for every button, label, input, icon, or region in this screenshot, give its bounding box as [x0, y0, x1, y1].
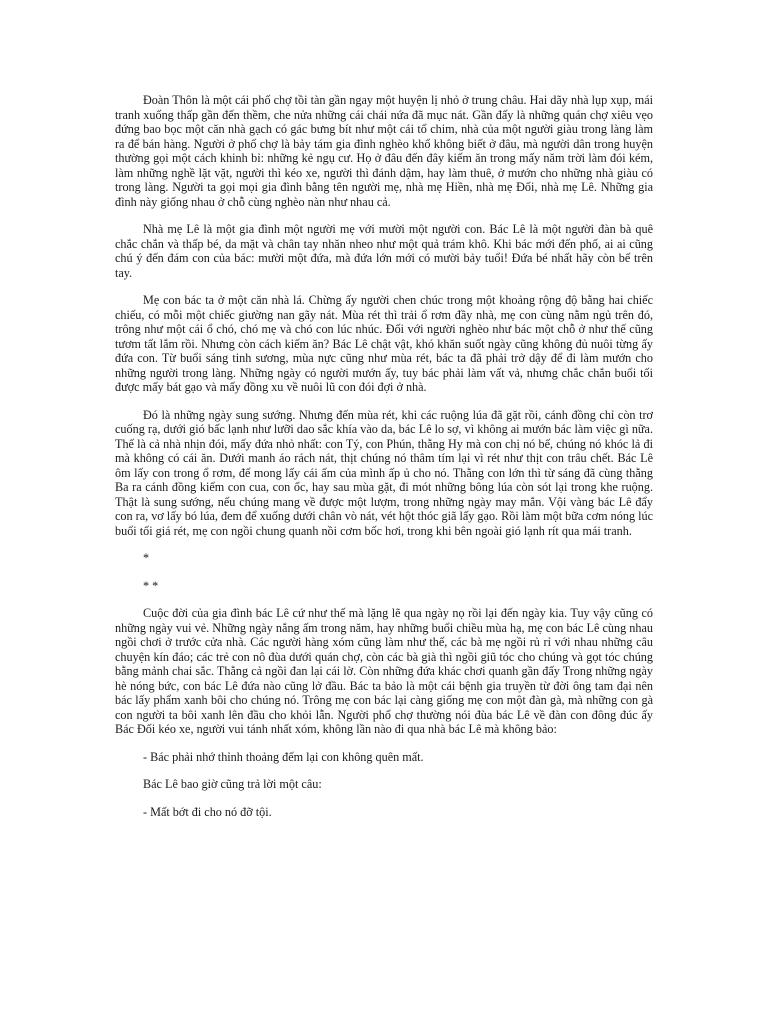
- paragraph-5: Cuộc đời của gia đình bác Lê cứ như thế mà lặng lẽ qua ngày nọ rồi lại đến ngày kia. Tuy vậy cũng có những ngày vui vẻ. Những ngày nắng ấm trong năm, hay những buổi chiều mùa hạ, mẹ con bác Lê cùng nhau ngồi chơi ở trước cửa nhà. Các người hàng xóm cũng làm như thế, các bà mẹ ngồi rủ rỉ với nhau những câu chuyện kín đáo; các trẻ con nô đùa dưới quán chợ, còn các bà già thì ngồi giũ tóc cho chúng và gọt tóc chúng bằng mảnh chai sắc. Thằng cả ngồi đan lại cái lờ. Còn những đứa khác chơi quanh gần đấy Trong những ngày hè nóng bức, con bác Lê đứa nào cũng lở đầu. Bác ta bảo là một cái bệnh gia truyền từ đời ông tam đại nên bác lấy phẩm xanh bôi cho chúng nó. Trông mẹ con bác lại càng giống mẹ con một đàn gà, mà những con gà con người ta bôi xanh lên đầu cho khỏi lẫn. Người phố chợ thường nói đùa bác Lê về đàn con đông đúc ấy Bác Đối kéo xe, người vui tánh nhất xóm, không lần nào đi qua nhà bác Lê mà không bảo:: [115, 606, 653, 736]
- dialogue-line-1: - Bác phải nhớ thỉnh thoảng đếm lại con không quên mất.: [143, 749, 424, 764]
- document-page: [115, 93, 653, 832]
- section-separator-2: * *: [143, 578, 159, 593]
- dialogue-line-2: Bác Lê bao giờ cũng trả lời một câu:: [143, 777, 322, 791]
- paragraph-2: Nhà mẹ Lê là một gia đình một người mẹ với mười một người con. Bác Lê là một người đàn bà quê chắc chắn và thấp bé, da mặt và chân tay nhăn nheo như một quả trám khô. Khi bác mới đến phố, ai ai cũng chú ý đến đám con của bác: mười một đứa, mà đứa lớn mới có mười bảy tuổi! Đứa bé nhất hãy còn bế trên tay.: [115, 222, 653, 280]
- section-separator-1: *: [143, 551, 150, 565]
- dialogue-line-3: - Mất bớt đi cho nó đỡ tội.: [143, 804, 272, 819]
- paragraph-3: Mẹ con bác ta ở một căn nhà lá. Chừng ấy người chen chúc trong một khoảng rộng độ bằng hai chiếc chiếu, có mỗi một chiếc giường nan gãy nát. Mùa rét thì trải ổ rơm đầy nhà, mẹ con cùng nằm ngủ trên đó, trông như một cái ổ chó, chó mẹ và chó con lúc nhúc. Đối với người nghèo như bác một chỗ ở như thế cũng tươm tất lắm rồi. Nhưng còn cách kiếm ăn? Bác Lê chật vật, khó khăn suốt ngày cũng không đủ nuôi từng ấy đứa con. Từ buổi sáng tinh sương, mùa nực cũng như mùa rét, bác ta đã phải trở dậy để đi làm mướn cho những người trong làng. Những ngày có người mướn ấy, tuy bác phải làm vất vả, nhưng chắc chắn buổi tối được mấy bát gạo và mấy đồng xu về nuôi lũ con đói đợi ở nhà.: [115, 293, 653, 394]
- paragraph-4: Đó là những ngày sung sướng. Nhưng đến mùa rét, khi các ruộng lúa đã gặt rồi, cánh đồng chỉ còn trơ cuống rạ, dưới gió bấc lạnh như lưỡi dao sắc khía vào da, bác Lê lo sợ, vì không ai mướn bác làm việc gì nữa. Thế là cả nhà nhịn đói, mấy đứa nhỏ nhất: con Tý, con Phún, thằng Hy mà con chị nó bế, chúng nó khóc lả đi mà không có cái ăn. Dưới manh áo rách nát, thịt chúng nó thâm tím lại vì rét như thịt con trâu chết. Bác Lê ôm lấy con trong ổ rơm, để mong lấy cái ấm của mình ấp ủ cho nó. Thằng con lớn thì từ sáng đã cùng thằng Ba ra cánh đồng kiếm con cua, con ốc, hay sau mùa gặt, đi mót những bông lúa còn sót lại trong khe ruộng. Thật là sung sướng, nếu chúng mang về được một lượm, trong những ngày may mắn. Vội vàng bác Lê đẩy con ra, vơ lấy bó lúa, đem để xuống dưới chân vò nát, vét hột thóc giã lấy gạo. Rồi làm một bữa cơm nóng lúc buổi tối giá rét, mẹ con ngồi chung quanh nồi cơm bốc hơi, trong khi bên ngoài gió lạnh rít qua mái tranh.: [115, 407, 653, 538]
- paragraph-1: Đoàn Thôn là một cái phố chợ tồi tàn gần ngay một huyện lị nhỏ ở trung châu. Hai dãy nhà lụp xụp, mái tranh xuống thấp gần đến thềm, che nửa những cái chái nứa đã mục nát. Gần đấy là những quán chợ xiêu vẹo đứng bao bọc một căn nhà gạch có gác bưng bít như một cái tổ chim, nhà của một người giàu trong làng làm ra để bán hàng. Người ở phố chợ là bảy tám gia đình nghèo khổ không biết ở đâu, mà người dân trong huyện thường gọi một cách khinh bỉ: những kẻ ngụ cư. Họ ở đâu đến đây kiếm ăn trong mấy năm trời làm đói kém, làm những nghề lặt vặt, người thì kéo xe, người thì đánh dậm, hay làm thuê, ở mướn cho những nhà giàu có trong làng. Người ta gọi mọi gia đình bằng tên người mẹ, nhà mẹ Hiền, nhà mẹ Đối, nhà mẹ Lê. Những gia đình này giống nhau ở chỗ cùng nghèo nàn như nhau cả.: [115, 93, 653, 209]
